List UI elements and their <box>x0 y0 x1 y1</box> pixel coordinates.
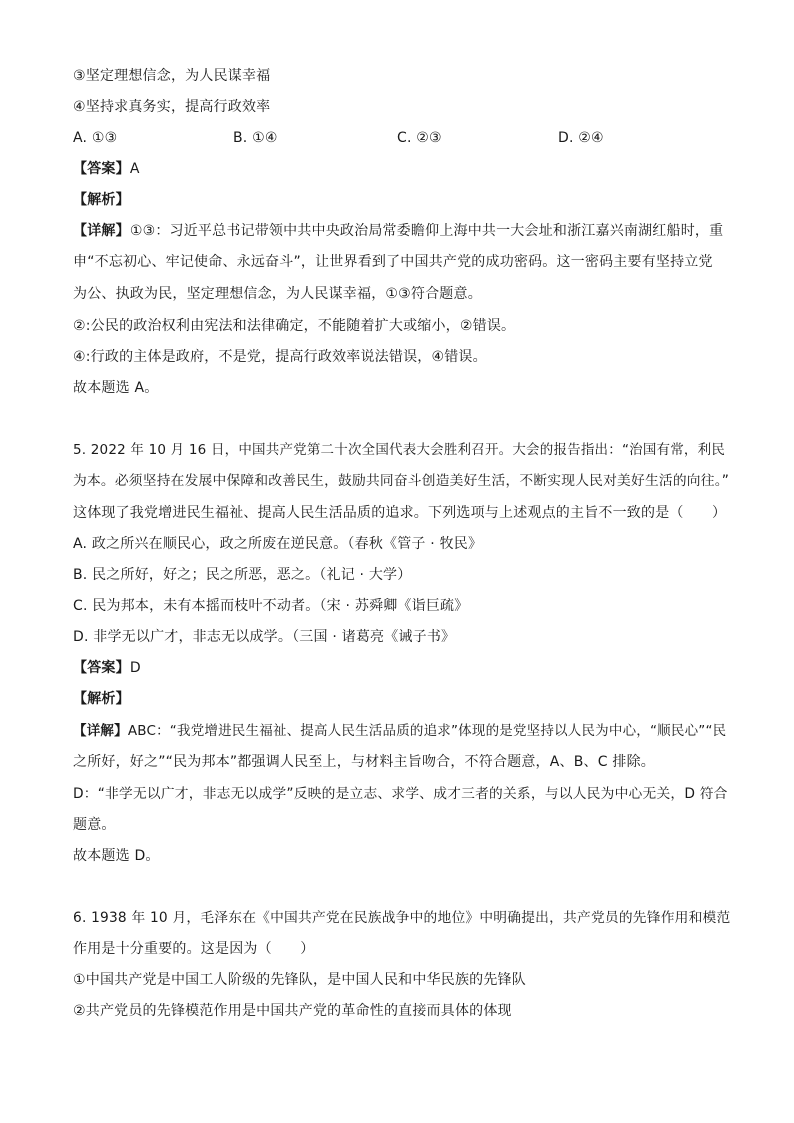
q4-answer-tag: 【答案】 <box>73 161 130 177</box>
q5-answer-tag: 【答案】 <box>73 660 130 676</box>
q4-detail-line-4: ②:公民的政治权利由宪法和法律确定，不能随着扩大或缩小，②错误。 <box>73 318 516 334</box>
q4-statement-4: ④坚持求真务实，提高行政效率 <box>73 99 271 115</box>
q4-answer-value: A <box>129 161 140 177</box>
q4-analysis-label: 【解析】 <box>73 192 130 208</box>
q4-option-c: C. ②③ <box>397 130 442 146</box>
q6-stem-line-1: 6. 1938 年 10 月，毛泽东在《中国共产党在民族战争中的地位》中明确提出，共产党员的先锋作用和模范 <box>73 910 731 926</box>
q5-stem-line-1: 5. 2022 年 10 月 16 日，中国共产党第二十次全国代表大会胜利召开。大会的报告指出：“治国有常，利民 <box>73 442 726 458</box>
q4-detail-text-1: ①③：习近平总书记带领中共中央政治局常委瞻仰上海中共一大会址和浙江嘉兴南湖红船时，重 <box>129 223 724 239</box>
q5-detail-line-4: 题意。 <box>73 817 116 833</box>
q4-answer <box>73 159 733 179</box>
q5-option-c: C. 民为邦本，未有本摇而枝叶不动者。（宋 · 苏舜卿《诣巨疏》 <box>73 598 469 614</box>
q5-detail-tag: 【详解】 <box>73 723 128 739</box>
q5-option-a: A. 政之所兴在顺民心，政之所废在逆民意。（春秋《管子 · 牧民》 <box>73 536 483 552</box>
q5-analysis-label: 【解析】 <box>73 691 130 707</box>
q5-detail-line-3: D：“非学无以广才，非志无以成学”反映的是立志、求学、成才三者的关系，与以人民为中心无关，D 符合 <box>73 786 728 802</box>
q4-analysis-tag <box>73 190 733 210</box>
q4-detail-line-3: 为公、执政为民，坚定理想信念，为人民谋幸福，①③符合题意。 <box>73 286 482 302</box>
q4-conclusion: 故本题选 A。 <box>73 380 159 396</box>
q4-detail-line-1 <box>73 221 733 241</box>
q4-detail-line-2: 申“不忘初心、牢记使命、永远奋斗”，让世界看到了中国共产党的成功密码。这一密码主要有坚持立党 <box>73 254 713 270</box>
q5-detail-line-1 <box>73 721 733 741</box>
q6-stem-line-2: 作用是十分重要的。这是因为（ ） <box>73 941 315 957</box>
q5-option-d: D. 非学无以广才，非志无以成学。（三国 · 诸葛亮《诫子书》 <box>73 629 456 645</box>
q5-answer-value: D <box>129 660 141 676</box>
q5-analysis-tag <box>73 689 733 709</box>
q4-option-d: D. ②④ <box>558 130 604 146</box>
q4-option-a: A. ①③ <box>73 130 118 146</box>
q5-answer <box>73 658 733 678</box>
q4-statement-3: ③坚定理想信念，为人民谋幸福 <box>73 68 271 84</box>
q6-statement-1: ①中国共产党是中国工人阶级的先锋队，是中国人民和中华民族的先锋队 <box>73 972 526 988</box>
q4-option-b: B. ①④ <box>233 130 278 146</box>
q5-detail-text-1: ABC：“我党增进民生福祉、提高人民生活品质的追求”体现的是党坚持以人民为中心，“顺民心”“民 <box>127 723 727 739</box>
q4-detail-tag: 【详解】 <box>73 223 130 239</box>
q5-stem-line-3: 这体现了我党增进民生福祉、提高人民生活品质的追求。下列选项与上述观点的主旨不一致的是（ ） <box>73 505 727 521</box>
q6-statement-2: ②共产党员的先锋模范作用是中国共产党的革命性的直接而具体的体现 <box>73 1003 512 1019</box>
q5-detail-line-2: 之所好，好之”“民为邦本”都强调人民至上，与材料主旨吻合，不符合题意，A、B、C 排除。 <box>73 754 655 770</box>
q5-option-b: B. 民之所好，好之；民之所恶，恶之。（礼记 · 大学） <box>73 567 412 583</box>
q5-conclusion: 故本题选 D。 <box>73 848 160 864</box>
q4-detail-line-5: ④:行政的主体是政府，不是党，提高行政效率说法错误，④错误。 <box>73 349 487 365</box>
q5-stem-line-2: 为本。必须坚持在发展中保障和改善民生，鼓励共同奋斗创造美好生活，不断实现人民对美好生活的向往。” <box>73 473 730 489</box>
